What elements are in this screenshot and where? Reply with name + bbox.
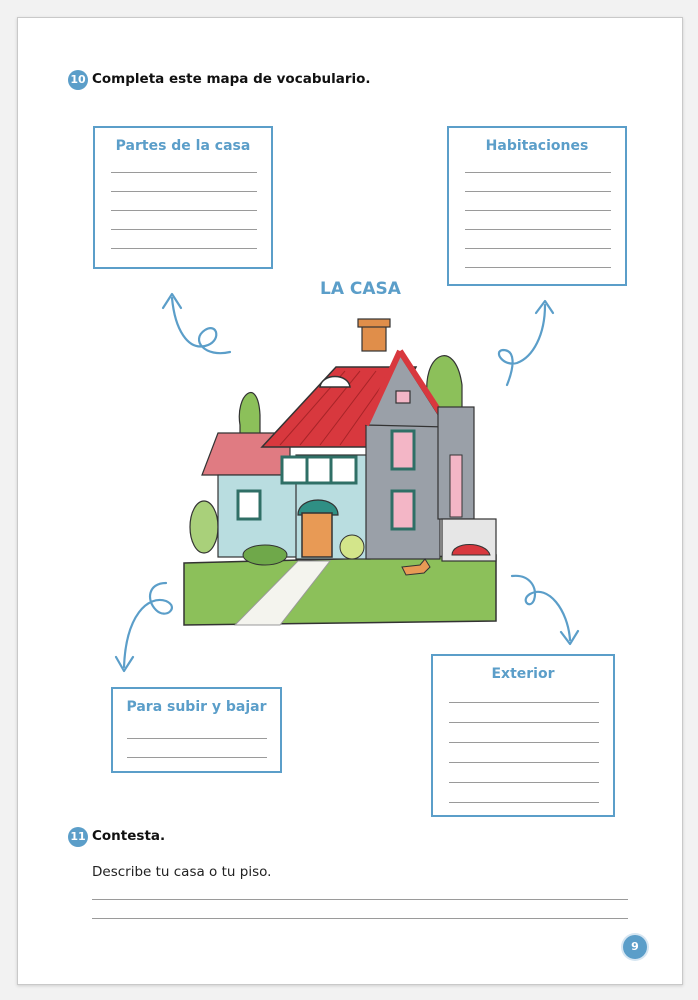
writing-line[interactable] (465, 191, 611, 192)
vocab-box-habitaciones (447, 126, 627, 286)
writing-line[interactable] (449, 702, 599, 703)
vocab-box-title: Habitaciones (485, 138, 589, 154)
curved-arrow-icon (495, 295, 575, 395)
curved-arrow-icon (508, 570, 588, 650)
answer-line[interactable] (92, 918, 628, 919)
writing-line[interactable] (127, 738, 267, 739)
writing-line[interactable] (111, 172, 257, 173)
vocab-box-title: Partes de la casa (115, 138, 251, 154)
map-center-title: LA CASA (320, 279, 401, 299)
writing-line[interactable] (127, 757, 267, 758)
writing-line[interactable] (111, 229, 257, 230)
writing-line[interactable] (449, 782, 599, 783)
writing-line[interactable] (449, 802, 599, 803)
answer-line[interactable] (92, 899, 628, 900)
exercise-instruction: Contesta. (92, 828, 166, 844)
page-number-badge: 9 (623, 935, 647, 959)
writing-line[interactable] (449, 722, 599, 723)
exercise-number-badge: 10 (68, 70, 88, 90)
curved-arrow-icon (108, 575, 188, 675)
vocab-box-title: Para subir y bajar (126, 699, 267, 715)
exercise-instruction: Completa este mapa de vocabulario. (92, 71, 371, 87)
writing-line[interactable] (465, 172, 611, 173)
writing-line[interactable] (449, 762, 599, 763)
writing-line[interactable] (465, 248, 611, 249)
vocab-box-exterior (431, 654, 615, 817)
writing-line[interactable] (111, 191, 257, 192)
writing-line[interactable] (111, 248, 257, 249)
question-prompt: Describe tu casa o tu piso. (92, 864, 272, 880)
vocab-box-subir-bajar (111, 687, 282, 773)
writing-line[interactable] (465, 210, 611, 211)
writing-line[interactable] (449, 742, 599, 743)
writing-line[interactable] (465, 229, 611, 230)
writing-line[interactable] (465, 267, 611, 268)
exercise-number-badge: 11 (68, 827, 88, 847)
vocab-box-partes (93, 126, 273, 269)
house-illustration (180, 315, 500, 627)
writing-line[interactable] (111, 210, 257, 211)
vocab-box-title: Exterior (491, 666, 555, 682)
